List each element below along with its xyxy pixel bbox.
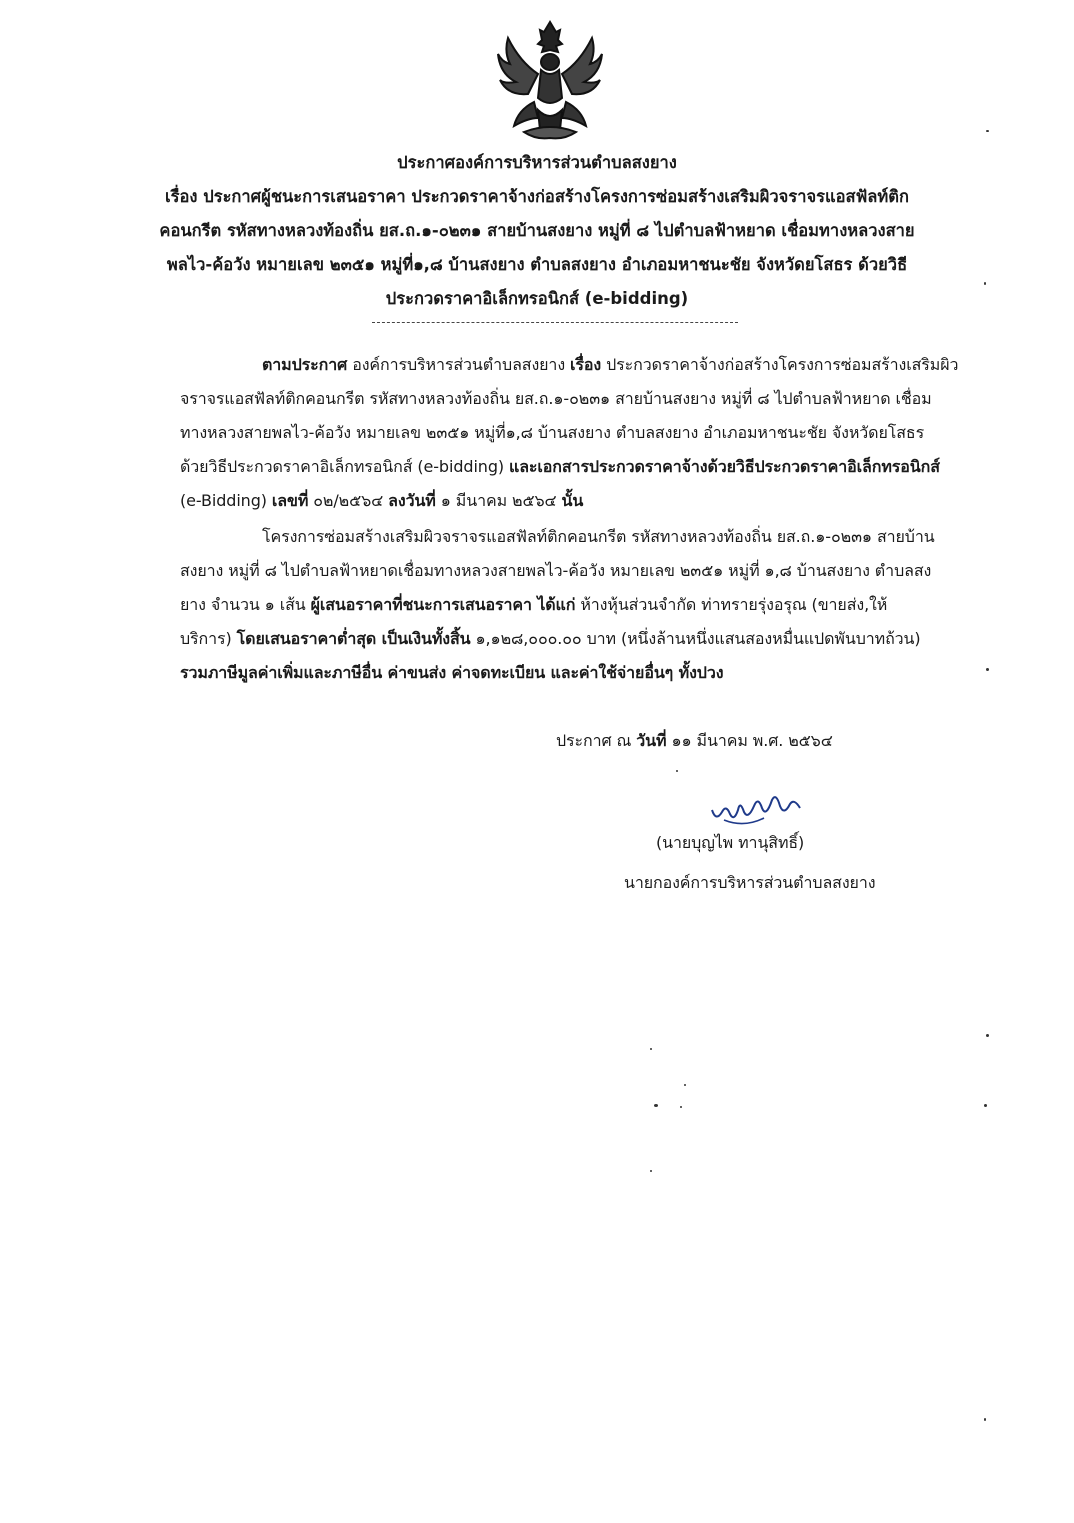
para2-line5: รวมภาษีมูลค่าเพิ่มและภาษีอื่น ค่าขนส่ง ค่าจดทะเบียน และค่าใช้จ่ายอื่นๆ ทั้งปวง — [180, 663, 724, 682]
para2-line4 — [180, 626, 921, 652]
para2-count: ยาง จำนวน ๑ เส้น — [180, 595, 311, 614]
announce-date-prefix: ประกาศ ณ — [556, 731, 637, 750]
para2-winner-label: ผู้เสนอราคาที่ชนะการเสนอราคา ได้แก่ — [310, 595, 576, 614]
announce-date-label: วันที่ — [636, 731, 667, 750]
scan-speck — [650, 1170, 652, 1172]
signatory-title: นายกองค์การบริหารส่วนตำบลสงยาง — [624, 873, 876, 892]
scan-speck — [984, 1104, 987, 1107]
para2-line2: สงยาง หมู่ที่ ๘ ไปตำบลฟ้าหยาดเชื่อมทางหลวงสายพลไว-ค้อวัง หมายเลข ๒๓๕๑ หมู่ที่ ๑,๘ บ้านสงยาง ตำบลสง — [180, 561, 932, 580]
para1-date: ๑ มีนาคม ๒๕๖๔ — [435, 491, 562, 510]
divider — [372, 322, 738, 323]
org-title: ประกาศองค์การบริหารส่วนตำบลสงยาง — [397, 153, 677, 172]
para2-price-label: โดยเสนอราคาต่ำสุด เป็นเงินทั้งสิ้น — [236, 629, 471, 648]
signatory-name: (นายบุญไพ ทานุสิทธิ์) — [656, 833, 805, 852]
scan-speck — [986, 1034, 989, 1037]
para1-subject-text: ประกวดราคาจ้างก่อสร้างโครงการซ่อมสร้างเสริมผิว — [601, 355, 959, 374]
para1-lead: ตามประกาศ — [262, 355, 348, 374]
para1-method: ด้วยวิธีประกวดราคาอิเล็กทรอนิกส์ (e-bidding) — [180, 457, 510, 476]
scan-speck — [680, 1106, 682, 1108]
scan-speck — [986, 130, 989, 132]
para2-line1: โครงการซ่อมสร้างเสริมผิวจราจรแอสฟัลท์ติกคอนกรีต รหัสทางหลวงท้องถิ่น ยส.ถ.๑-๐๒๓๑ สายบ้าน — [262, 527, 935, 546]
scan-speck — [650, 1048, 652, 1050]
para1-docs: และเอกสารประกวดราคาจ้างด้วยวิธีประกวดราคาอิเล็กทรอนิกส์ — [509, 457, 940, 476]
subject-line-2: คอนกรีต รหัสทางหลวงท้องถิ่น ยส.ถ.๑-๐๒๓๑ สายบ้านสงยาง หมู่ที่ ๘ ไปตำบลฟ้าหยาด เชื่อมทางหลวงสาย — [159, 221, 915, 240]
handwritten-signature — [704, 786, 814, 830]
para1-number-label: เลขที่ — [271, 491, 309, 510]
scan-speck — [986, 668, 989, 671]
para1-line3: ทางหลวงสายพลไว-ค้อวัง หมายเลข ๒๓๕๑ หมู่ที่๑,๘ บ้านสงยาง ตำบลสงยาง อำเภอมหาชนะชัย จังหวัดยโสธร — [180, 423, 925, 442]
scan-speck — [676, 770, 678, 772]
para1-line1 — [262, 352, 958, 378]
announce-date-value: ๑๑ มีนาคม พ.ศ. ๒๕๖๔ — [666, 731, 833, 750]
para1-org: องค์การบริหารส่วนตำบลสงยาง — [347, 355, 571, 374]
scan-speck — [984, 282, 986, 285]
announce-date — [556, 728, 833, 754]
para2-price: ๑,๑๒๘,๐๐๐.๐๐ บาท (หนึ่งล้านหนึ่งแสนสองหมื่นแปดพันบาทถ้วน) — [470, 629, 921, 648]
scan-speck — [684, 1084, 686, 1086]
subject-line-3: พลไว-ค้อวัง หมายเลข ๒๓๕๑ หมู่ที่๑,๘ บ้านสงยาง ตำบลสงยาง อำเภอมหาชนะชัย จังหวัดยโสธร ด้วยวิธี — [166, 255, 908, 274]
para1-line4 — [180, 454, 940, 480]
para1-date-label: ลงวันที่ — [388, 491, 436, 510]
para1-subject-label: เรื่อง — [570, 355, 602, 374]
scan-speck — [654, 1104, 658, 1107]
para1-line5 — [180, 488, 583, 514]
para2-line3 — [180, 592, 887, 618]
para1-line2: จราจรแอสฟัลท์ติกคอนกรีต รหัสทางหลวงท้องถิ่น ยส.ถ.๑-๐๒๓๑ สายบ้านสงยาง หมู่ที่ ๘ ไปตำบลฟ้าหยาด เชื่อม — [180, 389, 932, 408]
para1-end: นั้น — [561, 491, 584, 510]
para2-winner: ห้างหุ้นส่วนจำกัด ท่าทรายรุ่งอรุณ (ขายส่ง,ให้ — [575, 595, 888, 614]
para2-service: บริการ) — [180, 629, 237, 648]
garuda-emblem-icon — [494, 18, 606, 142]
para1-ebidding: (e-Bidding) — [180, 491, 272, 510]
scan-speck — [984, 1418, 986, 1421]
subject-line-4: ประกวดราคาอิเล็กทรอนิกส์ (e-bidding) — [385, 289, 689, 308]
para1-number: ๐๒/๒๕๖๔ — [308, 491, 389, 510]
subject-line-1: เรื่อง ประกาศผู้ชนะการเสนอราคา ประกวดราคาจ้างก่อสร้างโครงการซ่อมสร้างเสริมผิวจราจรแอสฟัลท์ติก — [165, 187, 909, 206]
